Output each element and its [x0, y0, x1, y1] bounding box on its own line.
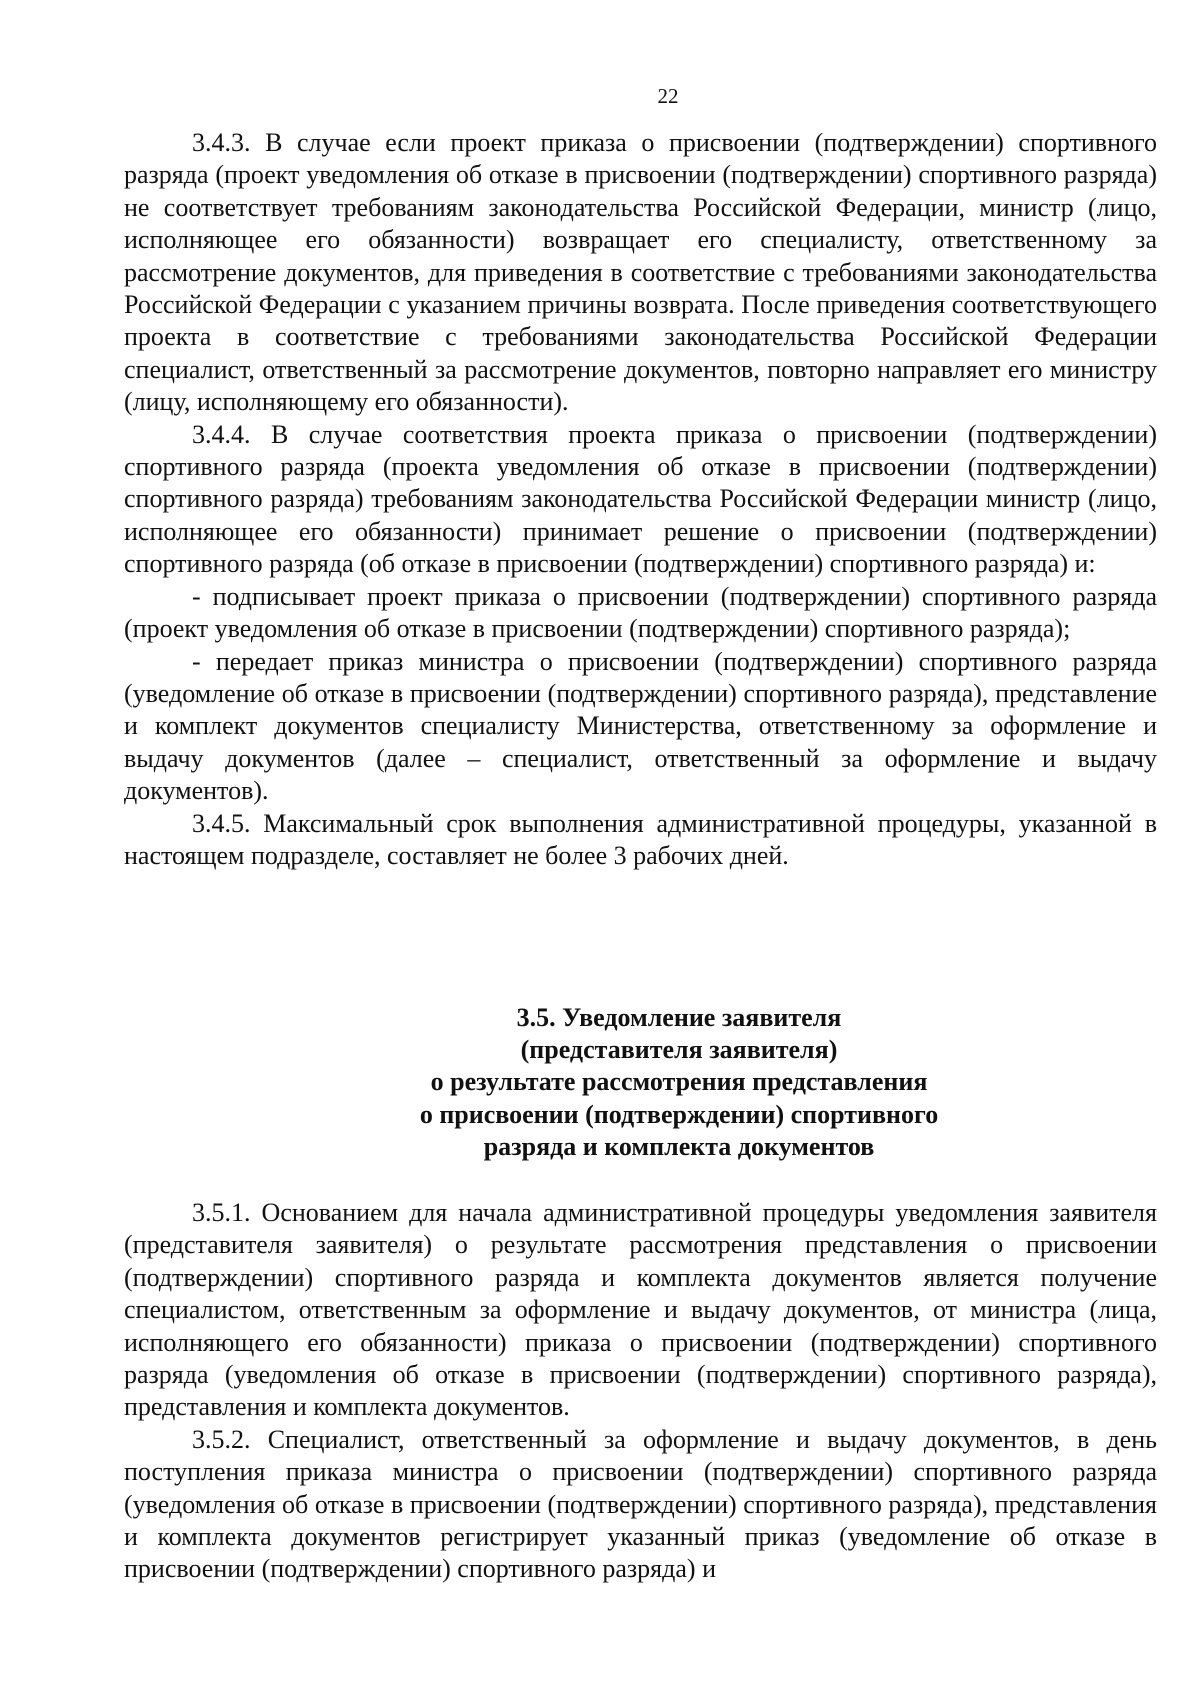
section-heading-3-5	[124, 1002, 1200, 1163]
page-number: 22	[657, 84, 679, 108]
heading-line: о результате рассмотрения представления	[430, 1067, 928, 1097]
paragraph-3-5-1: 3.5.1. Основанием для начала административной процедуры уведомления заявителя (представителя заявителя) о результате рассмотрения представления о присвоении (подтверждении) спортивного разряда и комплекта документов является получение специалистом, ответственным за оформление и выдачу документов, от министра (лица, исполняющего его обязанности) приказа о присвоении (подтверждении) спортивного разряда (уведомления об отказе в присвоении (подтверждении) спортивного разряда), представления и комплекта документов.	[124, 1198, 1157, 1422]
body-text-bottom	[124, 1197, 1157, 1586]
heading-line: разряда и комплекта документов	[483, 1131, 875, 1161]
heading-line: 3.5. Уведомление заявителя	[516, 1003, 842, 1032]
paragraph-3-4-4: 3.4.4. В случае соответствия проекта приказа о присвоении (подтверждении) спортивного разряда (проекта уведомления об отказе в присвоении (подтверждении) спортивного разряда) требованиям законодательства Российской Федерации министр (лицо, исполняющее его обязанности) принимает решение о присвоении (подтверждении) спортивного разряда (об отказе в присвоении (подтверждении) спортивного разряда) и:	[124, 419, 1157, 579]
heading-line: о присвоении (подтверждении) спортивного	[419, 1099, 939, 1129]
paragraph-3-4-5: 3.4.5. Максимальный срок выполнения административной процедуры, указанной в настоящем подразделе, составляет не более 3 рабочих дней.	[124, 808, 1157, 870]
body-text-top	[124, 127, 1157, 872]
paragraph-3-5-2: 3.5.2. Специалист, ответственный за оформление и выдачу документов, в день поступления приказа министра о присвоении (подтверждении) спортивного разряда (уведомления об отказе в присвоении (подтверждении) спортивного разряда), представления и комплекта документов регистрирует указанный приказ (уведомление об отказе в присвоении (подтверждении) спортивного разряда) и	[124, 1424, 1157, 1584]
list-item-signs: - подписывает проект приказа о присвоении (подтверждении) спортивного разряда (проект уведомления об отказе в присвоении (подтверждении) спортивного разряда);	[124, 581, 1157, 644]
list-item-transfers: - передает приказ министра о присвоении (подтверждении) спортивного разряда (уведомление об отказе в присвоении (подтверждении) спортивного разряда), представление и комплект документов специалисту Министерства, ответственному за оформление и выдачу документов (далее – специалист, ответственный за оформление и выдачу документов).	[124, 646, 1157, 806]
heading-line: (представителя заявителя)	[520, 1035, 838, 1065]
paragraph-3-4-3: 3.4.3. В случае если проект приказа о присвоении (подтверждении) спортивного разряда (проект уведомления об отказе в присвоении (подтверждении) спортивного разряда) не соответствует требованиям законодательства Российской Федерации, министр (лицо, исполняющее его обязанности) возвращает его специалисту, ответственному за рассмотрение документов, для приведения в соответствие с требованиями законодательства Российской Федерации с указанием причины возврата. После приведения соответствующего проекта в соответствие с требованиями законодательства Российской Федерации специалист, ответственный за рассмотрение документов, повторно направляет его министру (лицу, исполняющему его обязанности).	[124, 128, 1157, 417]
